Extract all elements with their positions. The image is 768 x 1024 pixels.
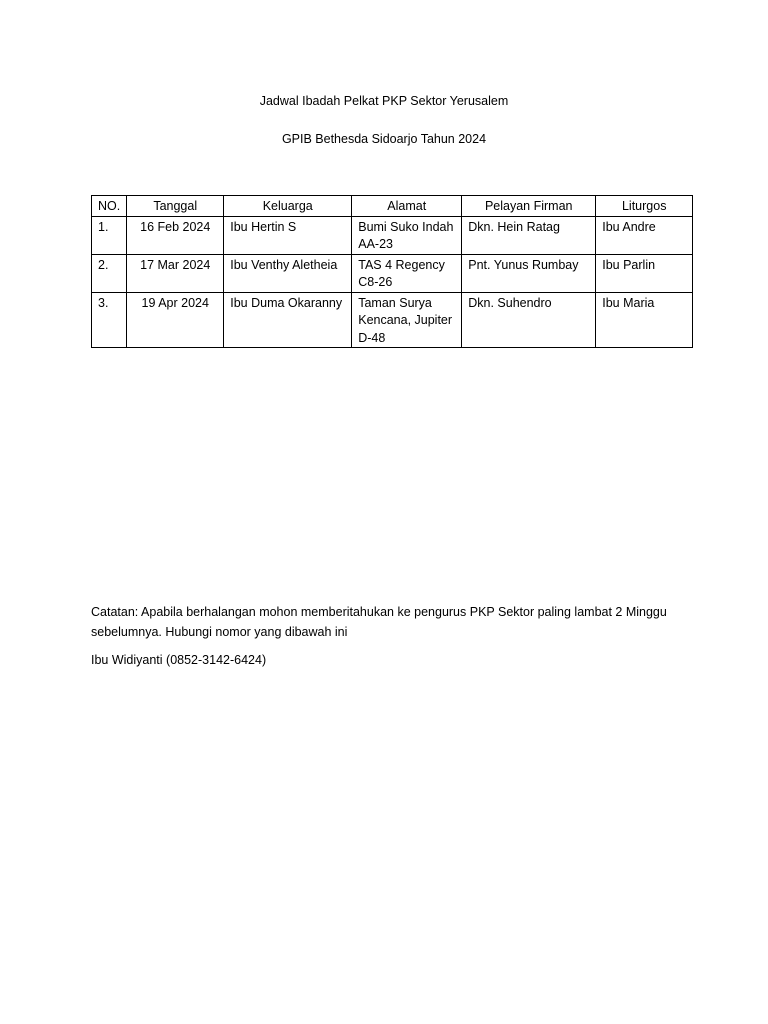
table-cell: Ibu Hertin S bbox=[224, 216, 352, 254]
table-row bbox=[92, 254, 693, 292]
table-cell: 1. bbox=[92, 216, 127, 254]
table-cell: Ibu Duma Okaranny bbox=[224, 292, 352, 348]
column-header: Alamat bbox=[352, 196, 462, 217]
column-header: Tanggal bbox=[127, 196, 224, 217]
table-cell: Dkn. Hein Ratag bbox=[462, 216, 596, 254]
table-cell: TAS 4 Regency C8-26 bbox=[352, 254, 462, 292]
table-cell: Pnt. Yunus Rumbay bbox=[462, 254, 596, 292]
column-header: Pelayan Firman bbox=[462, 196, 596, 217]
note-text: Catatan: Apabila berhalangan mohon memberitahukan ke pengurus PKP Sektor paling lambat 2 Minggu sebelumnya. Hubungi nomor yang dibawah ini bbox=[91, 605, 667, 639]
column-header: NO. bbox=[92, 196, 127, 217]
table-header-row bbox=[92, 196, 693, 217]
table-cell: 2. bbox=[92, 254, 127, 292]
table-cell: Ibu Parlin bbox=[596, 254, 693, 292]
table-cell: 19 Apr 2024 bbox=[127, 292, 224, 348]
table-row bbox=[92, 292, 693, 348]
table-cell: Bumi Suko Indah AA-23 bbox=[352, 216, 462, 254]
contact-text: Ibu Widiyanti (0852-3142-6424) bbox=[91, 653, 267, 667]
table-cell: Taman Surya Kencana, Jupiter D-48 bbox=[352, 292, 462, 348]
table-cell: Ibu Venthy Aletheia bbox=[224, 254, 352, 292]
document-title: Jadwal Ibadah Pelkat PKP Sektor Yerusalem bbox=[259, 94, 509, 108]
table-cell: Ibu Andre bbox=[596, 216, 693, 254]
table-cell: 17 Mar 2024 bbox=[127, 254, 224, 292]
document-subtitle: GPIB Bethesda Sidoarjo Tahun 2024 bbox=[281, 132, 487, 146]
column-header: Keluarga bbox=[224, 196, 352, 217]
table-row bbox=[92, 216, 693, 254]
table-cell: Ibu Maria bbox=[596, 292, 693, 348]
schedule-table bbox=[91, 195, 693, 348]
column-header: Liturgos bbox=[596, 196, 693, 217]
table-cell: Dkn. Suhendro bbox=[462, 292, 596, 348]
table-cell: 16 Feb 2024 bbox=[127, 216, 224, 254]
table-cell: 3. bbox=[92, 292, 127, 348]
